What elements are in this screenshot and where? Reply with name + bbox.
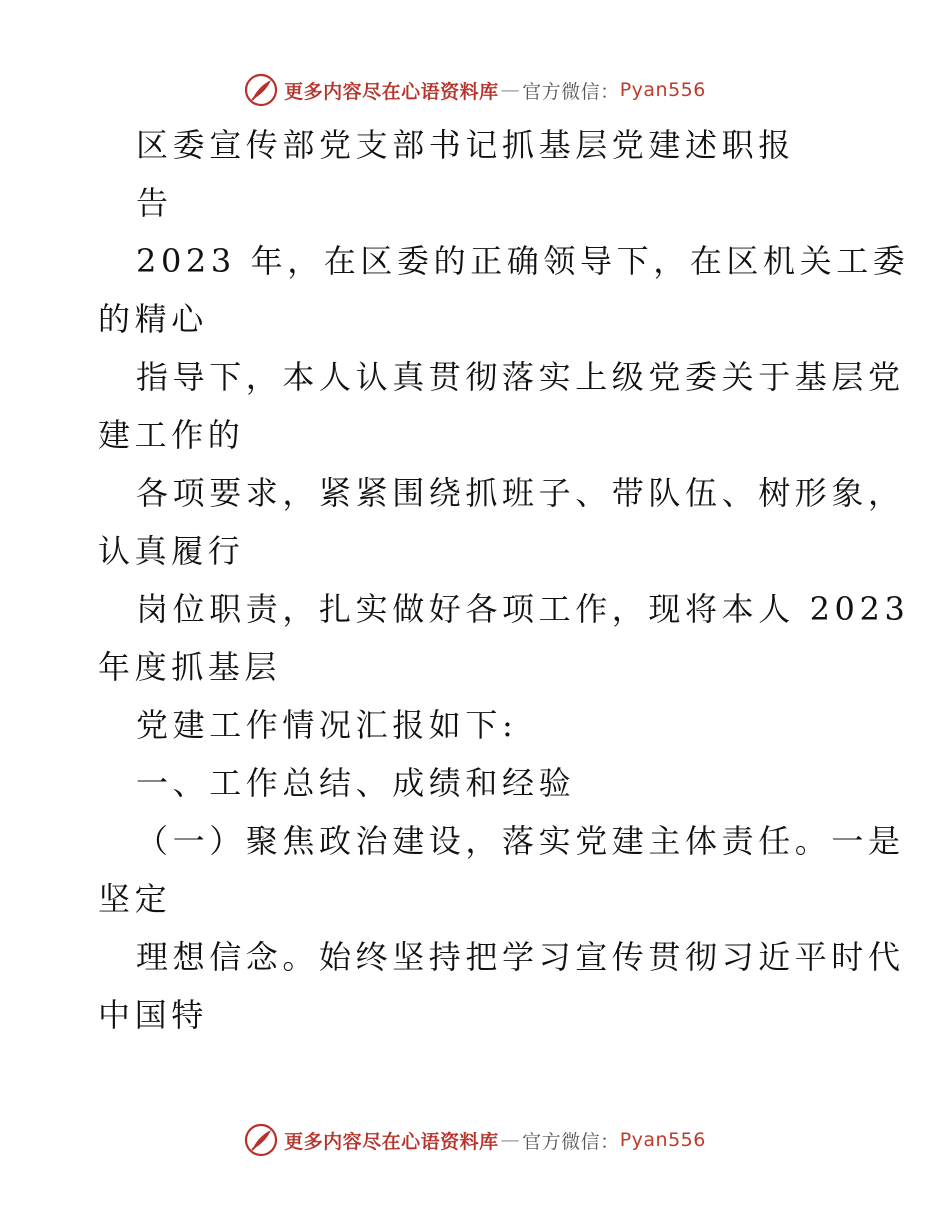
watermark-dash: — (500, 79, 521, 101)
watermark-wechat-id: Pyan556 (619, 79, 706, 101)
doc-text-line: 岗位职责，扎实做好各项工作，现将本人 2023 (136, 590, 910, 628)
watermark-wechat-label: 官方微信： (522, 80, 620, 103)
doc-text-line: 党建工作情况汇报如下: (136, 706, 518, 744)
watermark-wechat-label: 官方微信： (522, 1130, 620, 1153)
quill-pen-logo-icon (244, 73, 278, 107)
quill-pen-logo-icon (244, 1123, 278, 1157)
watermark-wechat-id: Pyan556 (619, 1129, 706, 1151)
footer-watermark (0, 1122, 950, 1158)
watermark-main-text: 更多内容尽在心语资料库 (284, 1130, 499, 1153)
watermark-dash: — (500, 1129, 521, 1151)
document-body (98, 116, 910, 1044)
doc-text-line: 中国特 (98, 996, 208, 1034)
doc-text-line: 的精心 (98, 300, 208, 338)
doc-title-line-2: 告 (136, 184, 173, 222)
header-watermark (0, 72, 950, 108)
doc-text-line: 坚定 (98, 880, 172, 918)
doc-text-line: 理想信念。始终坚持把学习宣传贯彻习近平时代 (136, 938, 905, 976)
doc-text-line: 各项要求，紧紧围绕抓班子、带队伍、树形象， (136, 474, 905, 512)
doc-subsection-line: （一）聚焦政治建设，落实党建主体责任。一是 (136, 822, 905, 860)
doc-text-line: 年度抓基层 (98, 648, 282, 686)
doc-text-line: 指导下，本人认真贯彻落实上级党委关于基层党 (136, 358, 905, 396)
doc-section-heading: 一、工作总结、成绩和经验 (136, 764, 576, 802)
doc-text-line: 建工作的 (98, 416, 245, 454)
doc-text-line: 2023 年，在区委的正确领导下，在区机关工委 (136, 242, 910, 280)
watermark-main-text: 更多内容尽在心语资料库 (284, 80, 499, 103)
doc-title-line-1: 区委宣传部党支部书记抓基层党建述职报 (136, 126, 795, 164)
doc-text-line: 认真履行 (98, 532, 245, 570)
